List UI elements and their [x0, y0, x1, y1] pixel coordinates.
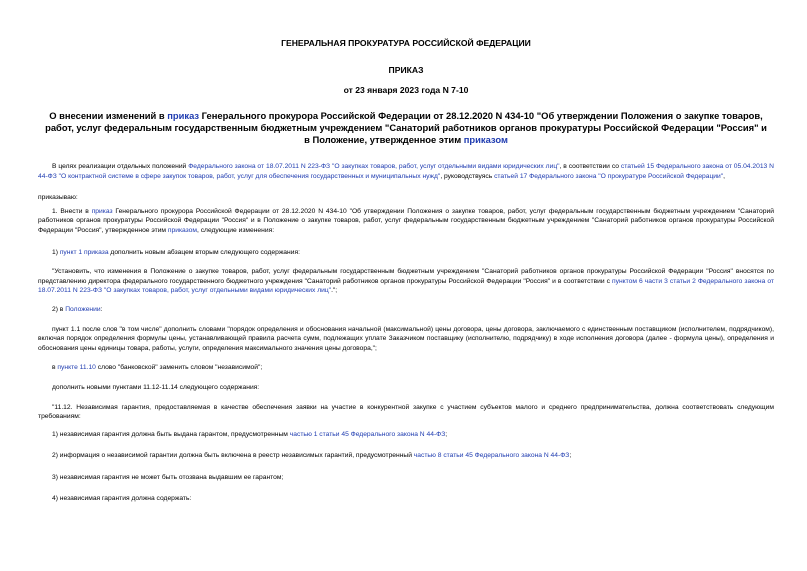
prikazyvayu-paragraph: приказываю: — [38, 194, 78, 202]
intro-text-3: , руководствуясь — [440, 172, 495, 180]
link-punkt-11-10[interactable]: пункте 11.10 — [57, 364, 96, 372]
title-text-2: Генерального прокурора Российской Федерации от 28.12.2020 N 434-10 "Об утверждении Положения о закупке товаров, работ, услуг федеральным государственным бюджетным учреждением "Санаторий работников органов прокуратуры Российской Федерации "Россия" и в Положение, утвержденное этим — [45, 110, 767, 145]
p2-text-2: : — [100, 305, 103, 313]
p1-text-2: дополнить новым абзацем вторым следующего содержания: — [108, 248, 300, 256]
title-link-prikazom[interactable]: приказом — [463, 134, 508, 145]
title-link-prikaz[interactable]: приказ — [167, 110, 200, 121]
dopolnit-paragraph: дополнить новыми пунктами 11.12-11.14 следующего содержания: — [52, 383, 260, 391]
link-223-fz[interactable]: Федерального закона от 18.07.2011 N 223-ФЗ "О закупках товаров, работ, услуг отдельными видами юридических лиц" — [188, 163, 560, 170]
c1-text-2: ; — [445, 430, 448, 438]
quote1-text-1: "Установить, что изменения в Положение о закупке товаров, работ, услуг федеральным государственным бюджетным учреждением "Санаторий работников органов прокуратуры Российской Федерации "Россия" вносятся по представлению директора федерального государственного бюджетного учреждения "Санаторий работников органов прокуратуры Российской Федерации "Россия" и в соответствии с — [38, 268, 774, 285]
organization-heading: ГЕНЕРАЛЬНАЯ ПРОКУРАТУРА РОССИЙСКОЙ ФЕДЕРАЦИИ — [281, 38, 531, 48]
p2-text-1: 2) в — [52, 305, 66, 313]
p1110-text-2: слово "банковской" заменить словом "независимой"; — [95, 364, 263, 372]
item-1-paragraph — [38, 207, 774, 236]
condition-1-paragraph — [38, 430, 774, 440]
condition-4-paragraph: 4) независимая гарантия должна содержать: — [52, 495, 192, 503]
intro-text-1: В целях реализации отдельных положений — [52, 163, 189, 170]
link-punkt-1-prikaza[interactable]: пункт 1 приказа — [59, 248, 109, 256]
punkt-1-1-paragraph: пункт 1.1 после слов "в том числе" дополнить словами "порядок определения и обоснования начальной (максимальной) цены договора, цены договора, заключаемого с единственным поставщиком (исполнителем, подрядчиком), включая порядок определения формулы цены, устанавливающей правила расчета сумм, подлежащих уплате Заказчиком поставщику (исполнителю, подрядчику) в ходе исполнения договора (далее - формула цены), определения и обоснования цены единицы товара, работы, услуги, определения максимального значения цены договора,"; — [38, 325, 774, 352]
item1-text-2: Генерального прокурора Российской Федерации от 28.12.2020 N 434-10 "Об утверждении Положения о закупке товаров, работ, услуг федеральным государственным бюджетным учреждением "Санаторий работников органов прокуратуры Российской Федерации "Россия" и в Положение о закупке товаров, работ, услуг федеральным государственным бюджетным учреждением "Санаторий работников органов прокуратуры Российской Федерации "Россия", утвержденное этим — [38, 207, 774, 234]
link-st17-prokuratura[interactable]: статьей 17 Федерального закона "О прокуратуре Российской Федерации" — [494, 172, 724, 180]
quote-1-paragraph — [38, 267, 774, 296]
document-body — [38, 162, 774, 504]
item1-link-prikazom[interactable]: приказом — [167, 226, 197, 234]
subitem-2-paragraph — [38, 305, 774, 315]
p1110-text-1: в — [52, 364, 58, 372]
link-st15-44-fz[interactable]: статьей 15 Федерального закона от 05.04.2013 N 44-ФЗ "О контрактной системе в сфере закупок товаров, работ, услуг для обеспечения государственных и муниципальных нужд" — [38, 163, 774, 180]
document-title — [38, 110, 774, 146]
item1-text-1: 1. Внести в — [52, 207, 92, 215]
c2-text-2: ; — [569, 452, 572, 460]
intro-paragraph — [38, 162, 774, 181]
intro-text-2: , в соответствии со — [559, 163, 621, 170]
document-type-heading: ПРИКАЗ — [388, 65, 424, 75]
c1-text-1: 1) независимая гарантия должна быть выдана гарантом, предусмотренным — [52, 430, 290, 438]
item1-text-3: , следующие изменения: — [197, 226, 275, 234]
c2-text-1: 2) информация о независимой гарантии должна быть включена в реестр независимых гарантий, предусмотренный — [52, 452, 414, 460]
item1-link-prikaz[interactable]: приказ — [91, 207, 113, 215]
subitem-1-paragraph — [38, 248, 774, 258]
condition-2-paragraph — [38, 451, 774, 461]
punkt-11-12-paragraph: "11.12. Независимая гарантия, предоставляемая в качестве обеспечения заявки на участие в конкурентной закупке с участием субъектов малого и среднего предпринимательства, должна соответствовать следующим требованиям: — [38, 403, 774, 421]
condition-3-paragraph: 3) независимая гарантия не может быть отозвана выдавшим ее гарантом; — [52, 473, 284, 481]
quote1-text-2: ."; — [331, 287, 338, 295]
link-ch8-st45-44-fz[interactable]: частью 8 статьи 45 Федерального закона N 44-ФЗ — [413, 452, 570, 460]
title-text-1: О внесении изменений в — [49, 110, 168, 121]
link-polozhenii[interactable]: Положении — [65, 305, 101, 313]
intro-text-4: , — [723, 172, 726, 180]
document-date-heading: от 23 января 2023 года N 7-10 — [343, 85, 469, 95]
link-punkt-6-223-fz[interactable]: пунктом 6 части 3 статьи 2 Федерального закона от 18.07.2011 N 223-ФЗ "О закупках товаров, работ, услуг отдельными видами юридических лиц" — [38, 277, 774, 295]
link-ch1-st45-44-fz[interactable]: частью 1 статьи 45 Федерального закона N 44-ФЗ — [289, 430, 446, 438]
p1-text-1: 1) — [52, 248, 60, 256]
punkt-11-10-paragraph — [38, 363, 774, 373]
